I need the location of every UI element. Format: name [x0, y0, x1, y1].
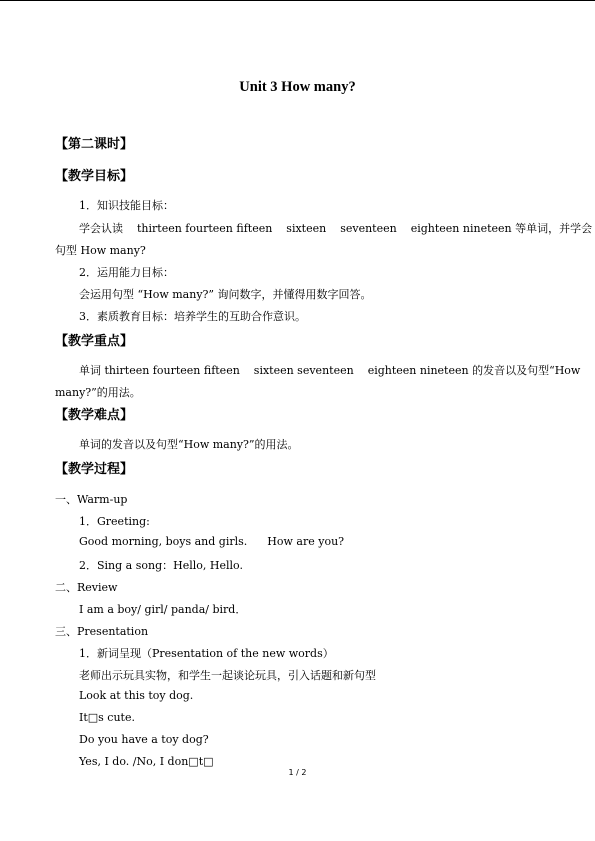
- objective-ability-text: 会运用句型 “How many?” 询问数字，并懂得用数字回答。: [79, 288, 372, 301]
- heading-period: 【第二课时】: [55, 137, 134, 152]
- difficult-points-line1: 单词的发音以及句型“How many?”的用法。: [79, 438, 299, 451]
- process-review-text: I am a boy/ girl/ panda/ bird．: [79, 603, 247, 616]
- text-segment: 单词 thirteen fourteen fifteen: [79, 364, 240, 377]
- text-segment: sixteen: [286, 222, 327, 235]
- objective-ability-title: 2．运用能力目标：: [79, 266, 174, 279]
- process-answer: Yes, I do. /No, I don□t□: [79, 755, 214, 768]
- objective-knowledge-title: 1．知识技能目标：: [79, 199, 174, 212]
- page-number: 1 / 2: [288, 768, 307, 777]
- process-question: Do you have a toy dog?: [79, 733, 209, 746]
- key-points-line2: many?”的用法。: [55, 386, 141, 399]
- objective-quality-text: 3．素质教育目标：培养学生的互助合作意识。: [79, 310, 306, 323]
- text-segment: 学会认读: [79, 222, 123, 235]
- top-border: [0, 0, 595, 1]
- text-segment: How are you?: [267, 535, 345, 548]
- heading-process: 【教学过程】: [55, 462, 134, 477]
- text-segment: seventeen: [340, 222, 397, 235]
- process-presentation: 三、Presentation: [55, 625, 149, 638]
- process-greeting-line: [79, 535, 344, 548]
- process-teacher-text: 老师出示玩具实物，和学生一起谈论玩具，引入话题和新句型: [79, 669, 376, 682]
- process-greeting-title: 1．Greeting:: [79, 515, 150, 528]
- text-segment: eighteen nineteen 等单词，并学会: [410, 222, 593, 235]
- process-warmup: 一、Warm-up: [55, 493, 128, 506]
- heading-difficult-points: 【教学难点】: [55, 408, 134, 423]
- text-segment: eighteen nineteen 的发音以及句型“How: [367, 364, 581, 377]
- objective-knowledge-line1: [79, 220, 592, 236]
- text-segment: thirteen fourteen fifteen: [137, 222, 273, 235]
- key-points-line1: [79, 362, 580, 378]
- heading-objectives: 【教学目标】: [55, 169, 134, 184]
- process-song: 2．Sing a song：Hello, Hello.: [79, 559, 243, 572]
- objective-knowledge-line2: 句型 How many?: [55, 244, 146, 257]
- process-look: Look at this toy dog.: [79, 689, 194, 702]
- process-cute: It□s cute.: [79, 711, 135, 724]
- text-segment: Good morning, boys and girls.: [79, 535, 248, 548]
- document-title: Unit 3 How many?: [239, 79, 356, 95]
- process-review: 二、Review: [55, 581, 118, 594]
- text-segment: sixteen seventeen: [253, 364, 354, 377]
- heading-key-points: 【教学重点】: [55, 334, 134, 349]
- process-new-words: 1．新词呈现（Presentation of the new words）: [79, 647, 334, 660]
